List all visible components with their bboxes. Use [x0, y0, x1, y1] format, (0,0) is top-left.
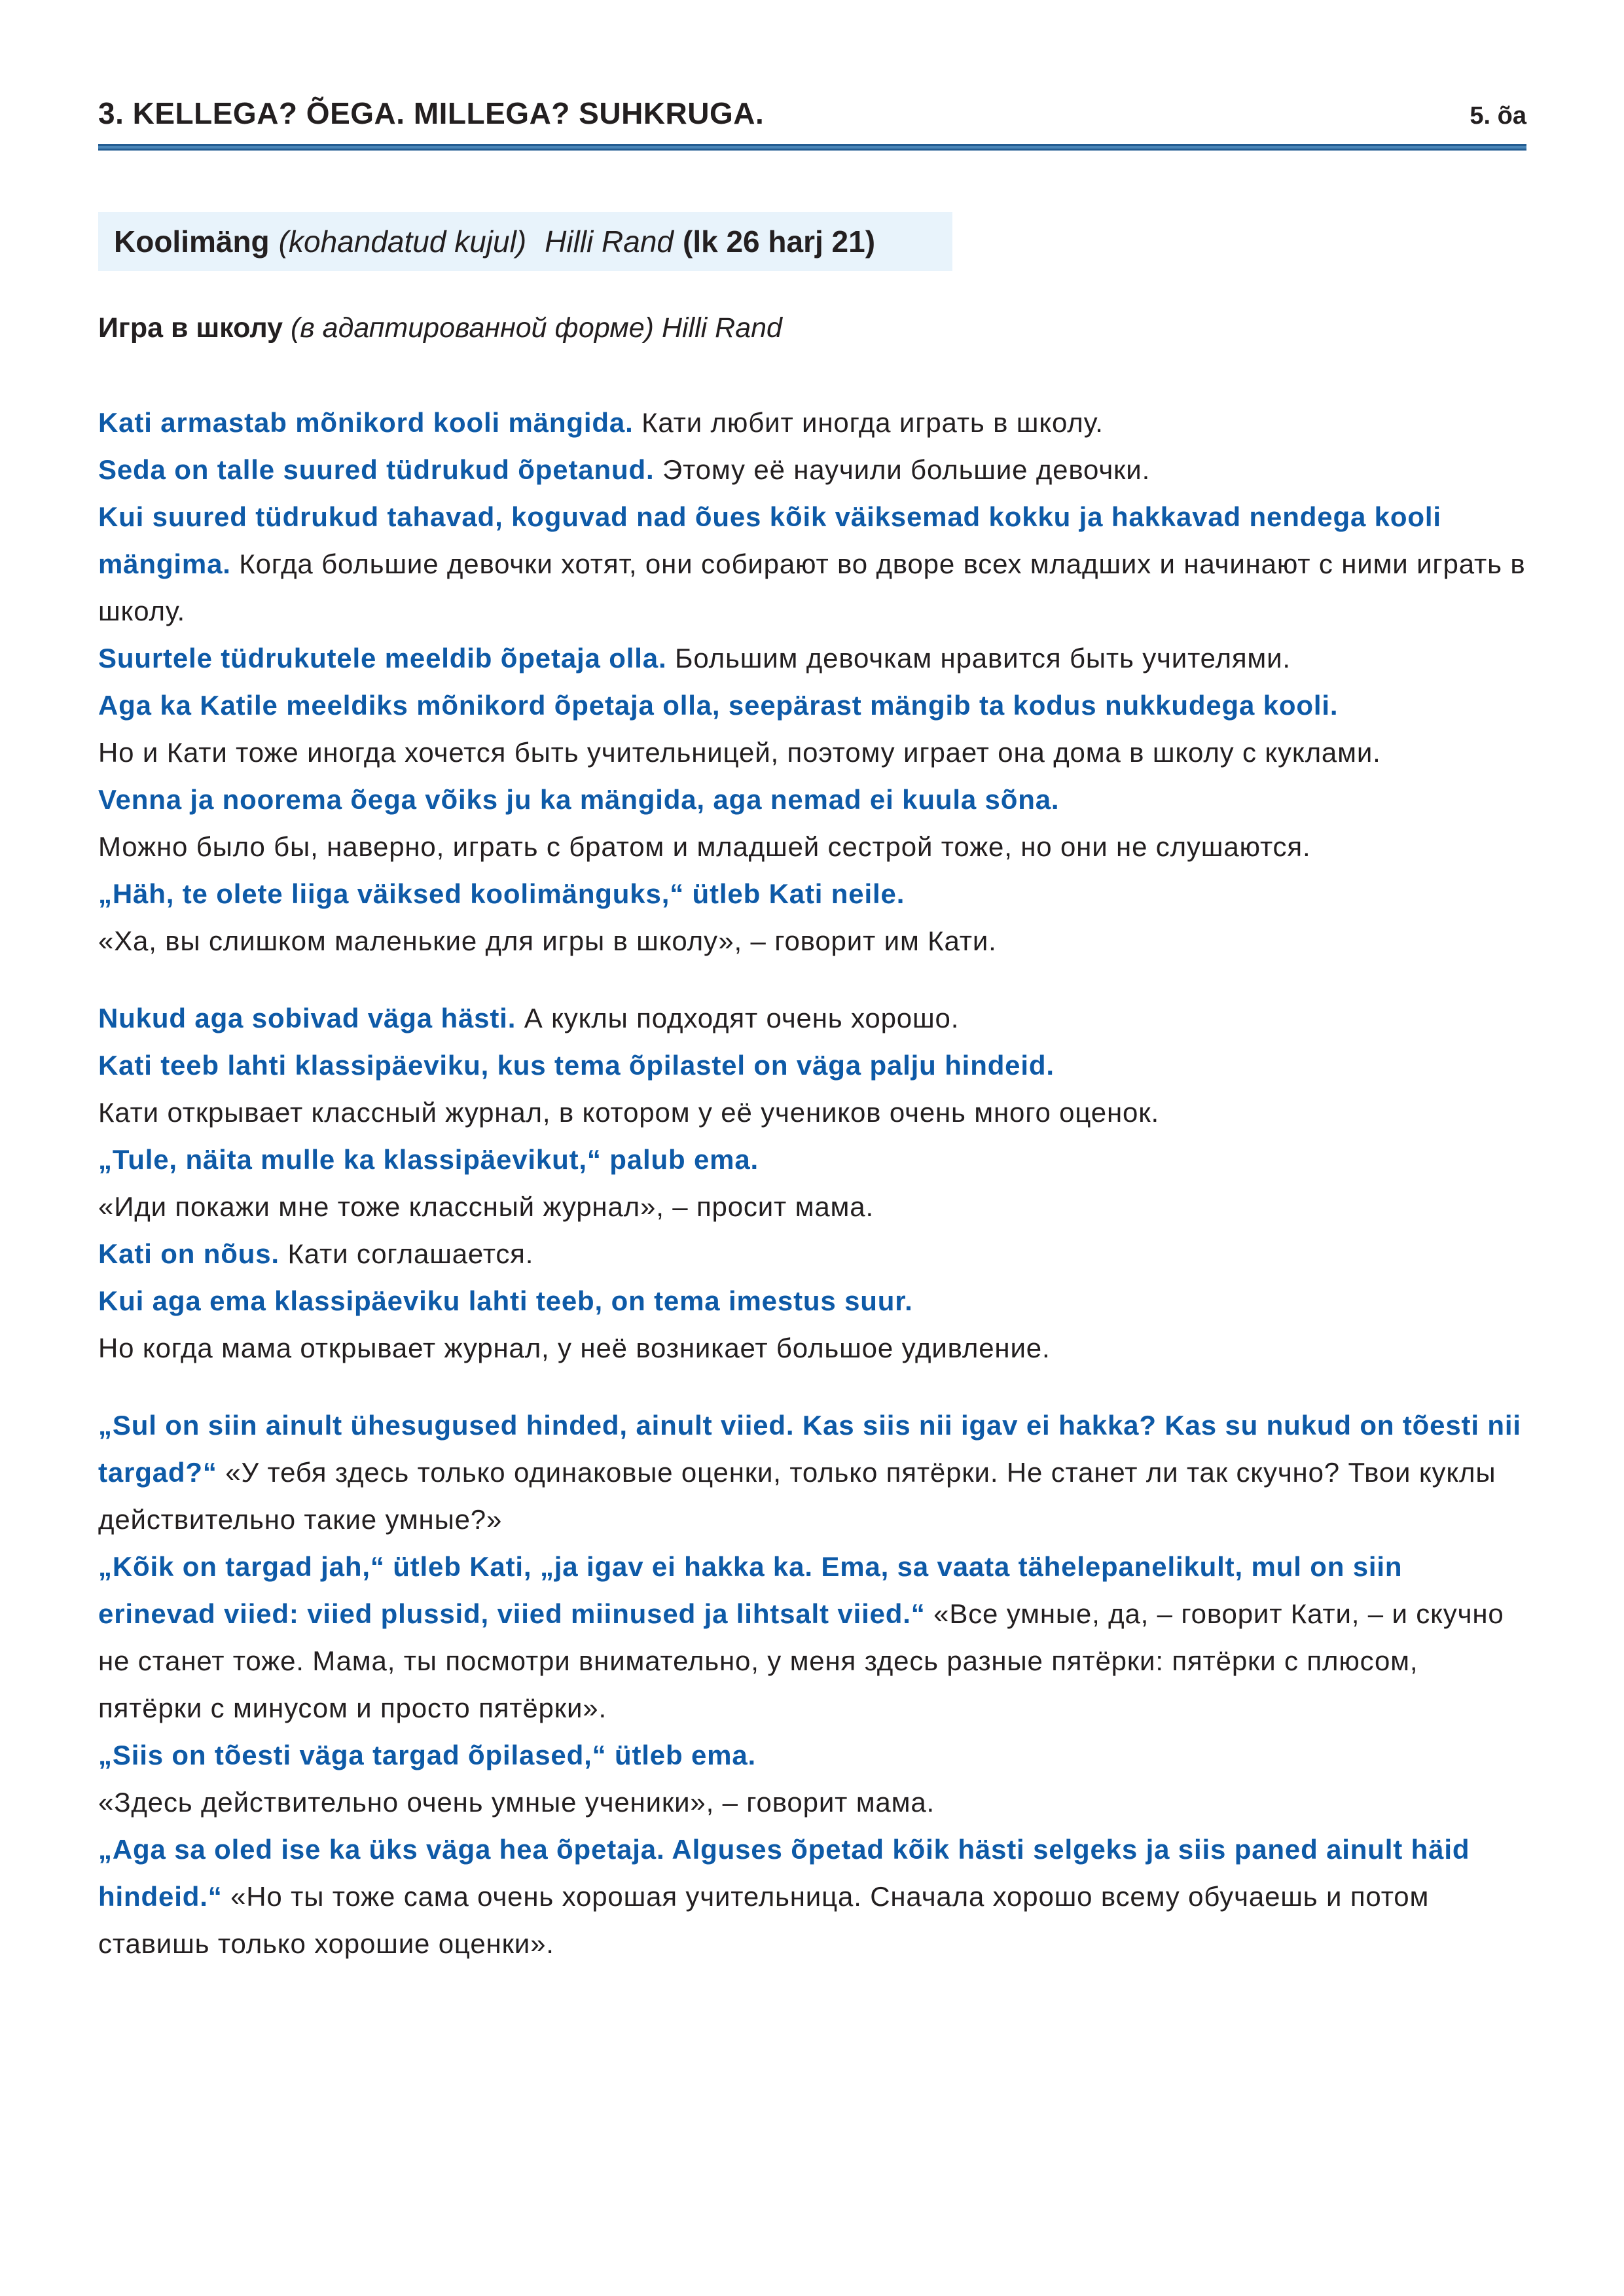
estonian-sentence: „Aga sa oled ise ka üks väga hea õpetaja. Alguses õpetad kõik hästi selgeks ja siis paned ainult häid hindeid.“ — [98, 1833, 1470, 1912]
estonian-sentence: Kui aga ema klassipäeviku lahti teeb, on tema imestus suur. — [98, 1285, 913, 1316]
estonian-sentence: „Häh, te olete liiga väiksed koolimänguks,“ ütleb Kati neile. — [98, 878, 905, 909]
sentence-pair — [98, 682, 1526, 776]
sentence-pair — [98, 399, 1526, 446]
sentence-pair — [98, 995, 1526, 1042]
russian-translation: Кати открывает классный журнал, в котором у её учеников очень много оценок. — [98, 1096, 1159, 1128]
reading-title-author: Hilli Rand — [545, 224, 674, 259]
estonian-sentence: „Sul on siin ainult ühesugused hinded, ainult viied. Kas siis nii igav ei hakka? Kas su nukud on tõesti nii targad?“ — [98, 1409, 1521, 1488]
russian-subtitle — [98, 312, 1526, 346]
russian-translation: «Иди покажи мне тоже классный журнал», – просит мама. — [98, 1191, 874, 1222]
estonian-sentence: „Tule, näita mulle ka klassipäevikut,“ palub ema. — [98, 1143, 759, 1175]
sentence-pair — [98, 446, 1526, 493]
paragraph-group — [98, 995, 1526, 1372]
russian-translation: «Здесь действительно очень умные ученики», – говорит мама. — [98, 1786, 935, 1818]
estonian-sentence: Kati on nõus. — [98, 1238, 280, 1269]
russian-translation: Кати любит иногда играть в школу. — [641, 406, 1104, 438]
estonian-sentence: Venna ja noorema õega võiks ju ka mängida, aga nemad ei kuula sõna. — [98, 783, 1060, 815]
estonian-sentence: Seda on talle suured tüdrukud õpetanud. — [98, 454, 655, 485]
estonian-sentence: Suurtele tüdrukutele meeldib õpetaja olla. — [98, 642, 667, 673]
russian-translation: Большим девочкам нравится быть учителями. — [674, 642, 1291, 673]
russian-translation: А куклы подходят очень хорошо. — [524, 1002, 960, 1033]
sentence-pair — [98, 1402, 1526, 1543]
subtitle-name: Игра в школу — [98, 312, 283, 344]
estonian-sentence: Aga ka Katile meeldiks mõnikord õpetaja olla, seepärast mängib ta kodus nukkudega kooli. — [98, 689, 1339, 721]
estonian-sentence: Kati armastab mõnikord kooli mängida. — [98, 406, 634, 438]
sentence-pair — [98, 870, 1526, 965]
sentence-pair — [98, 1042, 1526, 1136]
russian-translation: Но когда мама открывает журнал, у неё возникает большое удивление. — [98, 1332, 1051, 1363]
estonian-sentence: Nukud aga sobivad väga hästi. — [98, 1002, 516, 1033]
grade-label: 5. õa — [1470, 102, 1526, 130]
sentence-pair — [98, 635, 1526, 682]
page-header — [98, 98, 1526, 128]
russian-translation: Но и Кати тоже иногда хочется быть учительницей, поэтому играет она дома в школу с куклами. — [98, 736, 1381, 768]
sentence-pair — [98, 1230, 1526, 1278]
sentence-pair — [98, 1732, 1526, 1826]
russian-translation: Когда большие девочки хотят, они собирают во дворе всех младших и начинают с ними играть в школу. — [98, 548, 1526, 626]
chapter-title: 3. KELLEGA? ÕEGA. MILLEGA? SUHKRUGA. — [98, 96, 765, 130]
sentence-pair — [98, 776, 1526, 870]
header-rule — [98, 144, 1526, 151]
estonian-sentence: Kui suured tüdrukud tahavad, koguvad nad õues kõik väiksemad kokku ja hakkavad nendega kooli mängima. — [98, 501, 1441, 579]
reading-title-form: (kohandatud kujul) — [278, 224, 527, 259]
sentence-pair — [98, 1826, 1526, 1967]
estonian-sentence: Kati teeb lahti klassipäeviku, kus tema õpilastel on väga palju hindeid. — [98, 1049, 1055, 1081]
russian-translation: «Ха, вы слишком маленькие для игры в школу», – говорит им Кати. — [98, 925, 997, 956]
subtitle-form: (в адаптированной форме) — [290, 312, 654, 344]
reading-title-box — [98, 212, 952, 271]
reading-title-reference: (lk 26 harj 21) — [683, 224, 876, 259]
russian-translation: Этому её научили большие девочки. — [662, 454, 1151, 485]
sentence-pair — [98, 1136, 1526, 1230]
sentence-pair — [98, 493, 1526, 635]
russian-translation: «Все умные, да, – говорит Кати, – и скучно не станет тоже. Мама, ты посмотри внимательно, у меня здесь разные пятёрки: пятёрки с плюсом, пятёрки с минусом и просто пятёрки». — [98, 1598, 1504, 1723]
sentence-pair — [98, 1278, 1526, 1372]
reading-title: Koolimäng — [114, 224, 270, 259]
paragraph-group — [98, 399, 1526, 965]
russian-translation: «Но ты тоже сама очень хорошая учительница. Сначала хорошо всему обучаешь и потом ставишь только хорошие оценки». — [98, 1880, 1430, 1959]
sentence-pair — [98, 1543, 1526, 1732]
estonian-sentence: „Kõik on targad jah,“ ütleb Kati, „ja igav ei hakka ka. Ema, sa vaata tähelepanelikult, mul on siin erinevad viied: viied plussid, viied miinused ja lihtsalt viied.“ — [98, 1551, 1403, 1629]
russian-translation: Кати соглашается. — [287, 1238, 534, 1269]
estonian-sentence: „Siis on tõesti väga targad õpilased,“ ütleb ema. — [98, 1739, 757, 1770]
subtitle-author: Hilli Rand — [661, 312, 782, 344]
russian-translation: Можно было бы, наверно, играть с братом и младшей сестрой тоже, но они не слушаются. — [98, 831, 1311, 862]
russian-translation: «У тебя здесь только одинаковые оценки, только пятёрки. Не станет ли так скучно? Твои куклы действительно такие умные?» — [98, 1456, 1496, 1535]
paragraph-group — [98, 1402, 1526, 1967]
